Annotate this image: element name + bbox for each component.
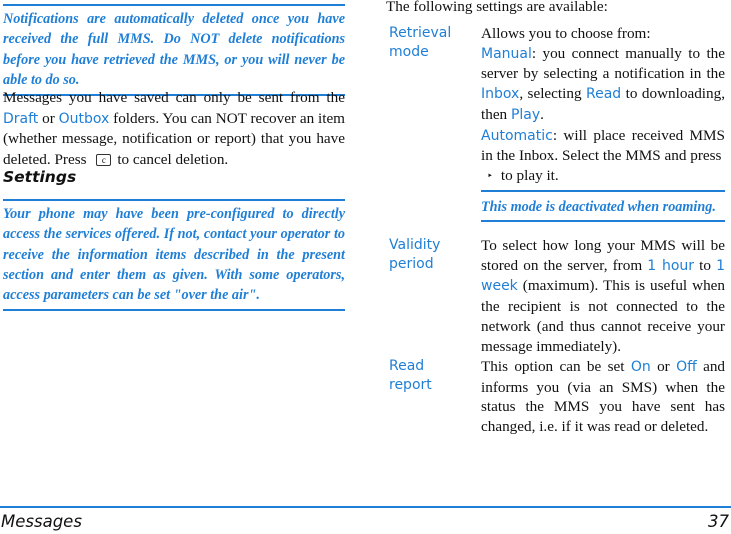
one-hour-label: 1 hour — [647, 257, 695, 274]
page-number: 37 — [708, 512, 729, 531]
validity-period-description — [481, 236, 725, 356]
manual-option — [481, 44, 725, 126]
report-text-1: This option can be set — [481, 358, 625, 375]
validity-text-2: (maximum). This is useful when the recipient is not connected to the network (and thus cannot receive your message immediately). — [481, 277, 725, 355]
read-label: Read — [586, 86, 622, 103]
play-label: Play — [510, 106, 541, 123]
notification-warning-note: Notifications are automatically deleted once you have received the full MMS. Do NOT delete notifications before you have retrieved the MMS, or you will never be able to do so. — [3, 4, 345, 96]
on-label: On — [630, 359, 651, 375]
report-or: or — [657, 358, 670, 375]
right-arrow-key-icon: ‣ — [487, 170, 493, 182]
inbox-label: Inbox — [481, 86, 520, 103]
manual-text-3: to downloading, then — [481, 85, 726, 123]
saved-messages-paragraph — [3, 88, 345, 170]
automatic-label: Automatic — [481, 127, 553, 144]
draft-folder-label: Draft — [3, 110, 39, 127]
retrieval-mode-term: Retrieval mode — [389, 25, 452, 60]
preconfigured-note: Your phone may have been pre-configured to directly access the services offered. If not, contact your operator to receive the information items described in the present section and enter them as given. With some operators, access parameters can be set "over the air". — [3, 199, 345, 311]
para-or: or — [42, 109, 55, 127]
one-week-label: 1 week — [481, 257, 726, 295]
read-report-description — [481, 357, 725, 437]
footer-rule — [0, 506, 731, 508]
retrieval-mode-description — [481, 24, 725, 222]
validity-to: to — [699, 256, 711, 274]
manual-text-1: : you connect manually to the server by selecting a notification in the — [481, 44, 725, 83]
para-text-3: to cancel deletion. — [117, 150, 229, 168]
clear-key-icon: c — [96, 154, 111, 166]
footer-section-title: Messages — [1, 512, 82, 531]
off-label: Off — [676, 359, 697, 375]
read-report-term: Read report — [389, 358, 432, 393]
retrieval-line1: Allows you to choose from: — [481, 25, 651, 42]
settings-heading: Settings — [3, 168, 77, 186]
outbox-folder-label: Outbox — [58, 110, 110, 127]
roaming-note: This mode is deactivated when roaming. — [481, 190, 725, 222]
settings-intro: The following settings are available: — [386, 0, 608, 15]
auto-text-1: : will place received MMS in the Inbox. Select the MMS and press — [481, 126, 725, 165]
para-text-1: Messages you have saved can only be sent from the — [3, 89, 345, 106]
manual-text-2: , selecting — [519, 85, 582, 103]
validity-text-1: To select how long your MMS will be stored on the server, from — [481, 237, 725, 274]
manual-text-4: . — [540, 105, 544, 123]
auto-text-2: to play it. — [500, 166, 559, 184]
para-text-2: folders. You can NOT recover an item (whether message, notification or report) that you have deleted. Press — [3, 109, 345, 168]
report-text-2: and informs you (via an SMS) when the status the MMS you have sent has changed, i.e. if it was read or deleted. — [481, 358, 726, 436]
automatic-option — [481, 126, 725, 187]
validity-period-term: Validity period — [389, 237, 441, 272]
manual-label: Manual — [481, 45, 532, 62]
